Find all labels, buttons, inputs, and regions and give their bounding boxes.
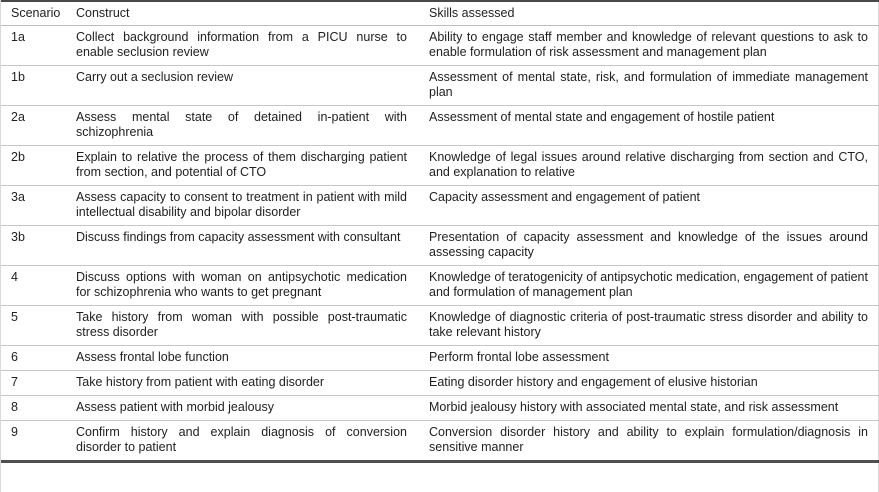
construct-cell: Assess patient with morbid jealousy — [76, 400, 275, 414]
construct-cell: Assess capacity to consent to treatment in patient with mild intellectual disability and bipolar disorder — [76, 190, 407, 219]
table-row — [1, 421, 879, 462]
skills-cell: Presentation of capacity assessment and knowledge of the issues around assessing capacity — [429, 230, 868, 259]
table-row — [1, 346, 879, 371]
table-row — [1, 66, 879, 106]
scenario-cell: 5 — [11, 310, 18, 324]
skills-cell: Ability to engage staff member and knowledge of relevant questions to ask to enable formulation of risk assessment and management plan — [429, 30, 868, 59]
scenario-cell: 7 — [11, 375, 18, 389]
construct-cell: Take history from woman with possible post-traumatic stress disorder — [76, 310, 407, 339]
skills-cell: Perform frontal lobe assessment — [429, 350, 609, 364]
table-row — [1, 226, 879, 266]
table-row — [1, 371, 879, 396]
construct-cell: Collect background information from a PICU nurse to enable seclusion review — [76, 30, 407, 59]
column-header-skills: Skills assessed — [429, 1, 879, 26]
scenario-cell: 9 — [11, 425, 18, 439]
table-row — [1, 26, 879, 66]
table-row — [1, 306, 879, 346]
scenarios-table — [1, 0, 879, 463]
table-row — [1, 106, 879, 146]
skills-cell: Assessment of mental state and engagement of hostile patient — [429, 110, 775, 124]
table-row — [1, 266, 879, 306]
header-row — [1, 1, 879, 26]
construct-cell: Take history from patient with eating disorder — [76, 375, 325, 389]
table-row — [1, 396, 879, 421]
skills-cell: Eating disorder history and engagement of elusive historian — [429, 375, 758, 389]
table-body — [1, 26, 879, 462]
construct-cell: Confirm history and explain diagnosis of conversion disorder to patient — [76, 425, 407, 454]
construct-cell: Assess mental state of detained in-patient with schizophrenia — [76, 110, 407, 139]
construct-cell: Assess frontal lobe function — [76, 350, 229, 364]
scenario-cell: 2b — [11, 150, 25, 164]
column-header-scenario: Scenario — [1, 1, 76, 26]
column-header-construct: Construct — [76, 1, 429, 26]
table-row — [1, 146, 879, 186]
construct-cell: Carry out a seclusion review — [76, 70, 234, 84]
construct-cell: Explain to relative the process of them discharging patient from section, and potential of CTO — [76, 150, 407, 179]
scenario-cell: 2a — [11, 110, 25, 124]
table-header — [1, 1, 879, 26]
skills-cell: Conversion disorder history and ability to explain formulation/diagnosis in sensitive manner — [429, 425, 868, 454]
scenario-cell: 8 — [11, 400, 18, 414]
scenario-cell: 3a — [11, 190, 25, 204]
skills-cell: Capacity assessment and engagement of patient — [429, 190, 701, 204]
skills-cell: Knowledge of teratogenicity of antipsychotic medication, engagement of patient and formulation of management plan — [429, 270, 868, 299]
skills-cell: Assessment of mental state, risk, and formulation of immediate management plan — [429, 70, 868, 99]
scenario-cell: 1a — [11, 30, 25, 44]
scenario-cell: 4 — [11, 270, 18, 284]
scenario-cell: 6 — [11, 350, 18, 364]
skills-cell: Morbid jealousy history with associated mental state, and risk assessment — [429, 400, 839, 414]
scenario-cell: 1b — [11, 70, 25, 84]
skills-cell: Knowledge of legal issues around relative discharging from section and CTO, and explanation to relative — [429, 150, 868, 179]
skills-cell: Knowledge of diagnostic criteria of post-traumatic stress disorder and ability to take relevant history — [429, 310, 868, 339]
scenario-cell: 3b — [11, 230, 25, 244]
table-row — [1, 186, 879, 226]
construct-cell: Discuss findings from capacity assessment with consultant — [76, 230, 401, 244]
construct-cell: Discuss options with woman on antipsychotic medication for schizophrenia who wants to get pregnant — [76, 270, 407, 299]
